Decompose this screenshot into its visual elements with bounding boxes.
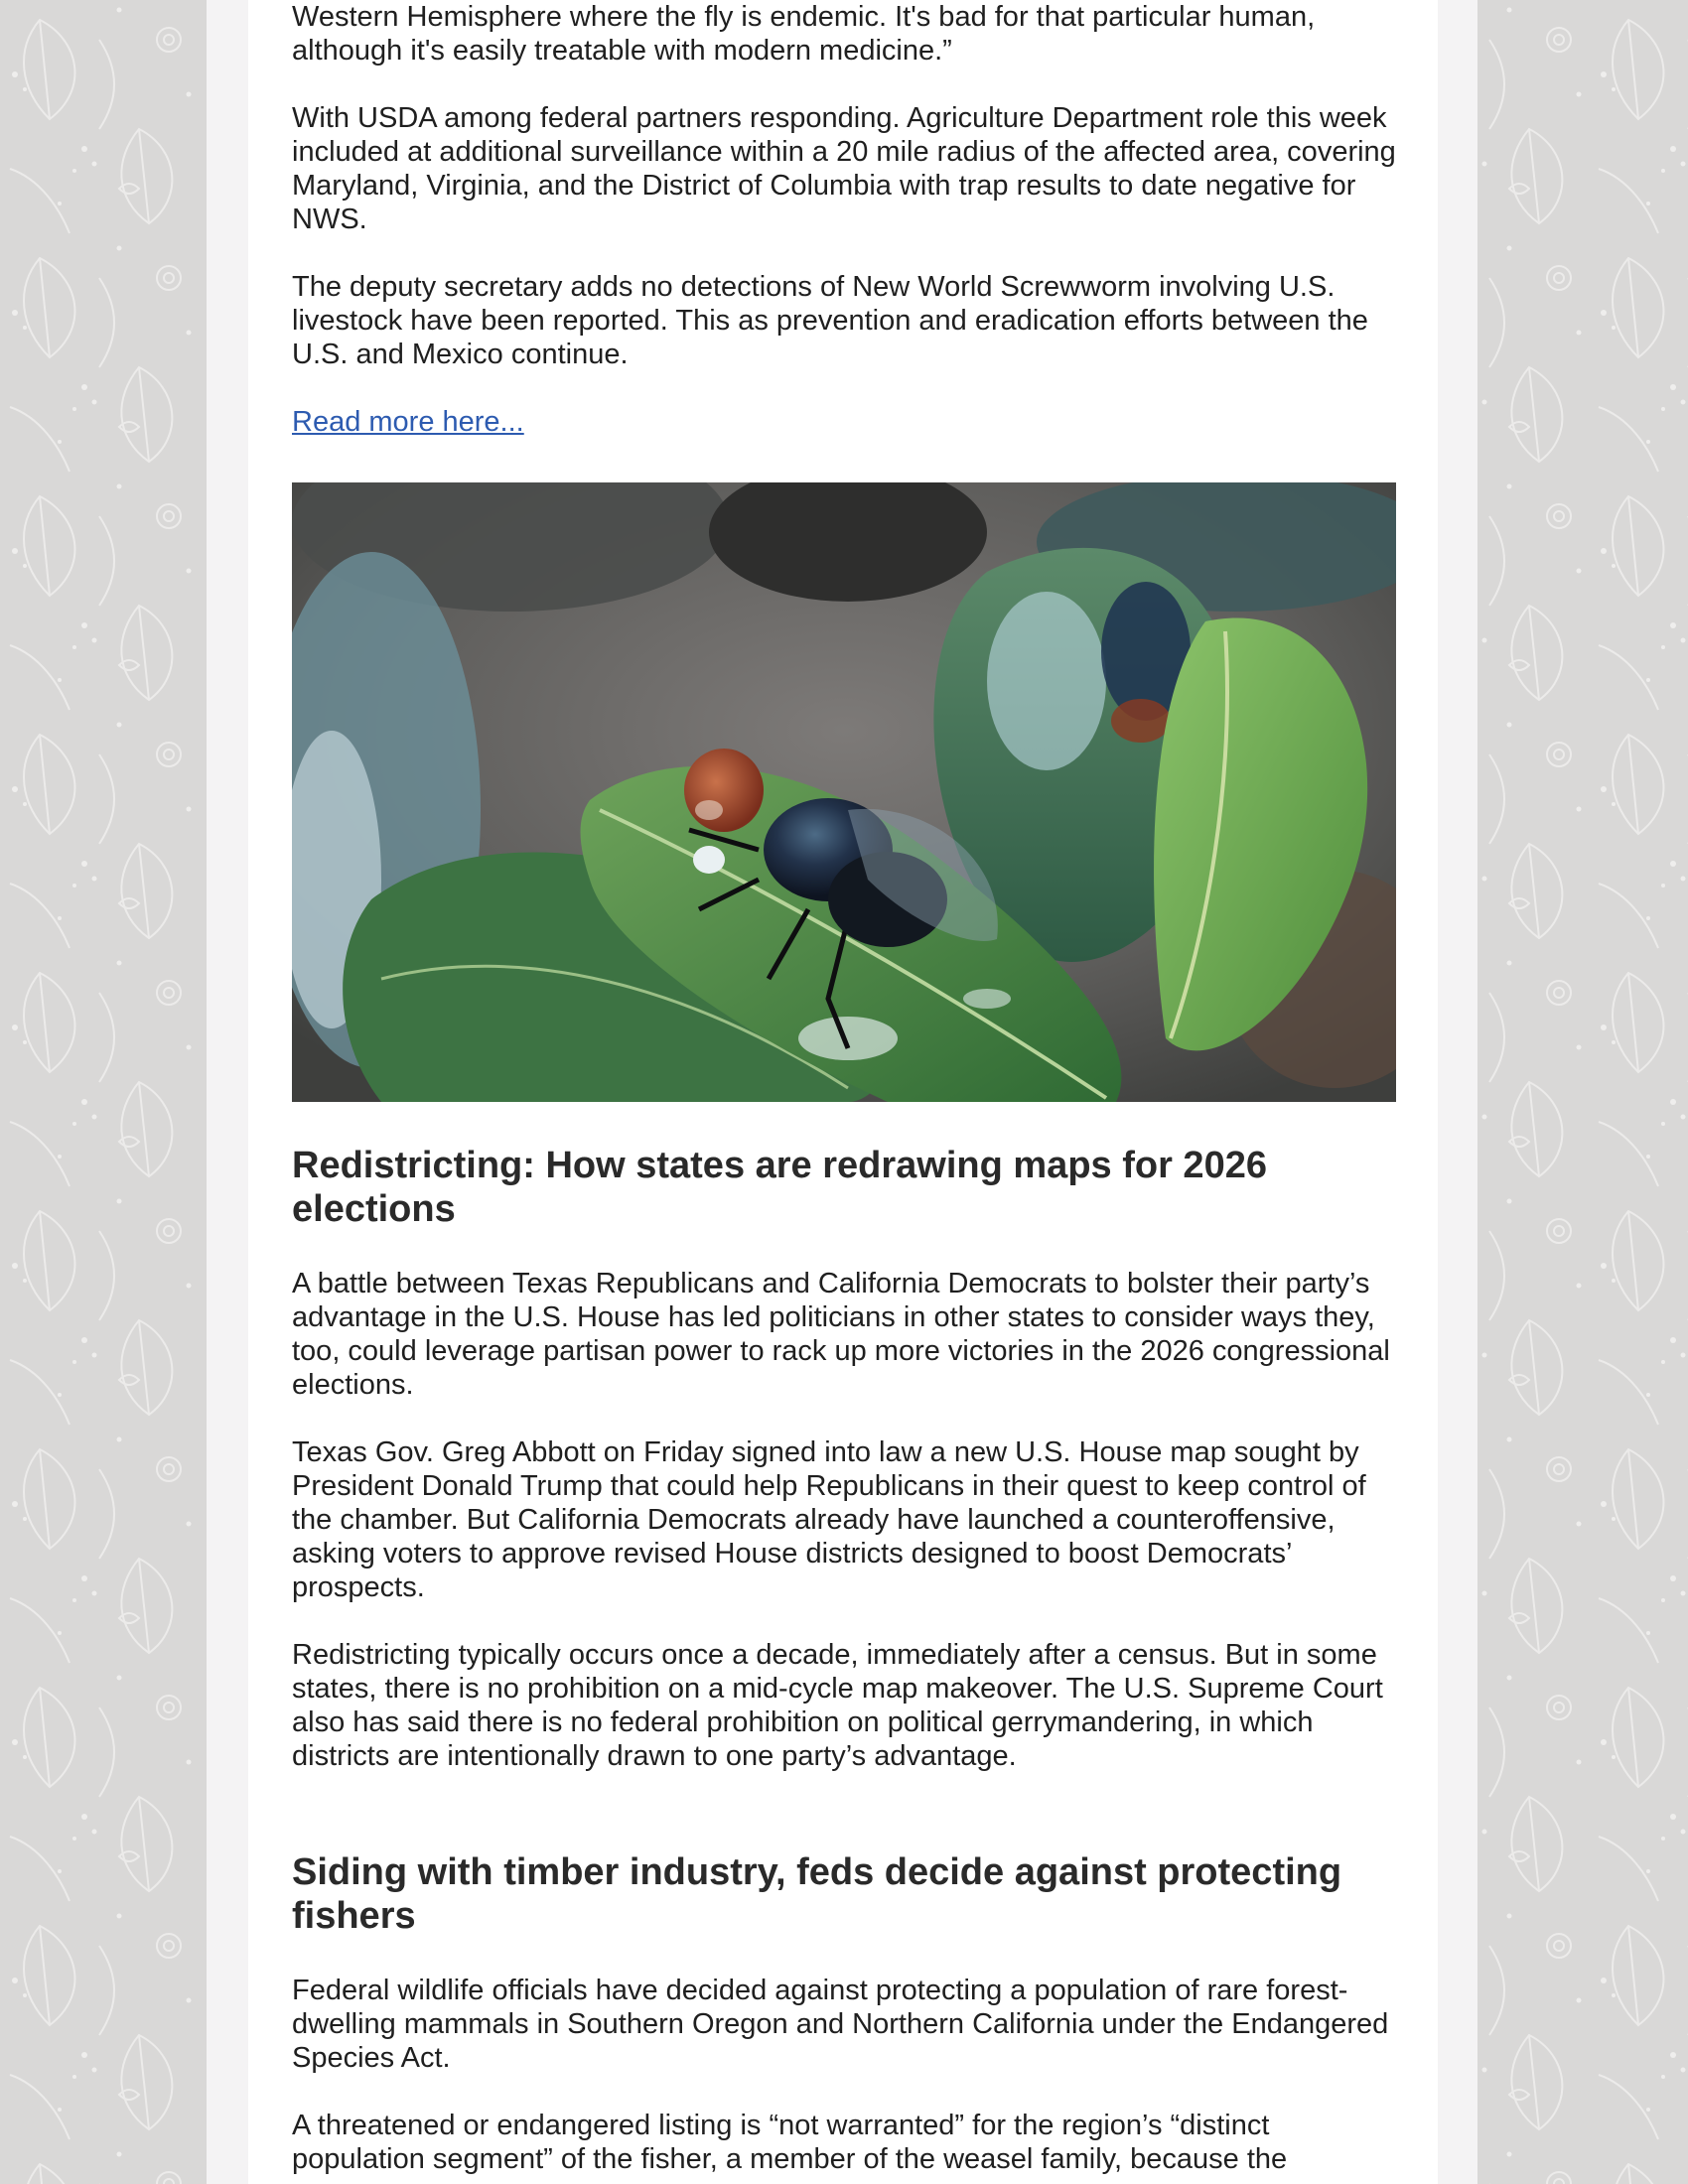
redistricting-paragraph-1: A battle between Texas Republicans and California Democrats to bolster their party’s advantage in the U.S. House has led politicians in other states to consider ways they, too, could leverage partisan power to rack up more victories in the 2026 congressional elections. xyxy=(292,1268,1390,1401)
fishers-paragraph-2: A threatened or endangered listing is “not warranted” for the region’s “distinct population segment” of the fisher, a member of the weasel family, because the xyxy=(292,2110,1288,2175)
fly-on-leaf-image xyxy=(292,482,1396,1102)
read-more-link[interactable]: Read more here... xyxy=(292,406,524,438)
redistricting-paragraph-3: Redistricting typically occurs once a decade, immediately after a census. But in some states, there is no prohibition on a mid-cycle map makeover. The U.S. Supreme Court also has said there is no federal prohibition on political gerrymandering, in which districts are intentionally drawn to one party’s advantage. xyxy=(292,1639,1383,1772)
fly-article-paragraph-3: The deputy secretary adds no detections of New World Screwworm involving U.S. livestock have been reported. This as prevention and eradication efforts between the U.S. and Mexico continue. xyxy=(292,271,1368,370)
fly-article-paragraph-1: Western Hemisphere where the fly is endemic. It's bad for that particular human, although it's easily treatable with modern medicine.” xyxy=(292,1,1316,67)
fly-article-paragraph-2: With USDA among federal partners responding. Agriculture Department role this week included at additional surveillance within a 20 mile radius of the affected area, covering Maryland, Virginia, and the District of Columbia with trap results to date negative for NWS. xyxy=(292,102,1396,235)
redistricting-headline: Redistricting: How states are redrawing maps for 2026 elections xyxy=(292,1145,1267,1230)
redistricting-paragraph-2: Texas Gov. Greg Abbott on Friday signed into law a new U.S. House map sought by President Donald Trump that could help Republicans in their quest to keep control of the chamber. But California Democrats already have launched a counteroffensive, asking voters to approve revised House districts designed to boost Democrats’ prospects. xyxy=(292,1436,1366,1603)
fishers-headline: Siding with timber industry, feds decide against protecting fishers xyxy=(292,1851,1342,1937)
fishers-paragraph-1: Federal wildlife officials have decided against protecting a population of rare forest-dwelling mammals in Southern Oregon and Northern California under the Endangered Species Act. xyxy=(292,1975,1389,2074)
fly-photo xyxy=(292,482,1396,1102)
